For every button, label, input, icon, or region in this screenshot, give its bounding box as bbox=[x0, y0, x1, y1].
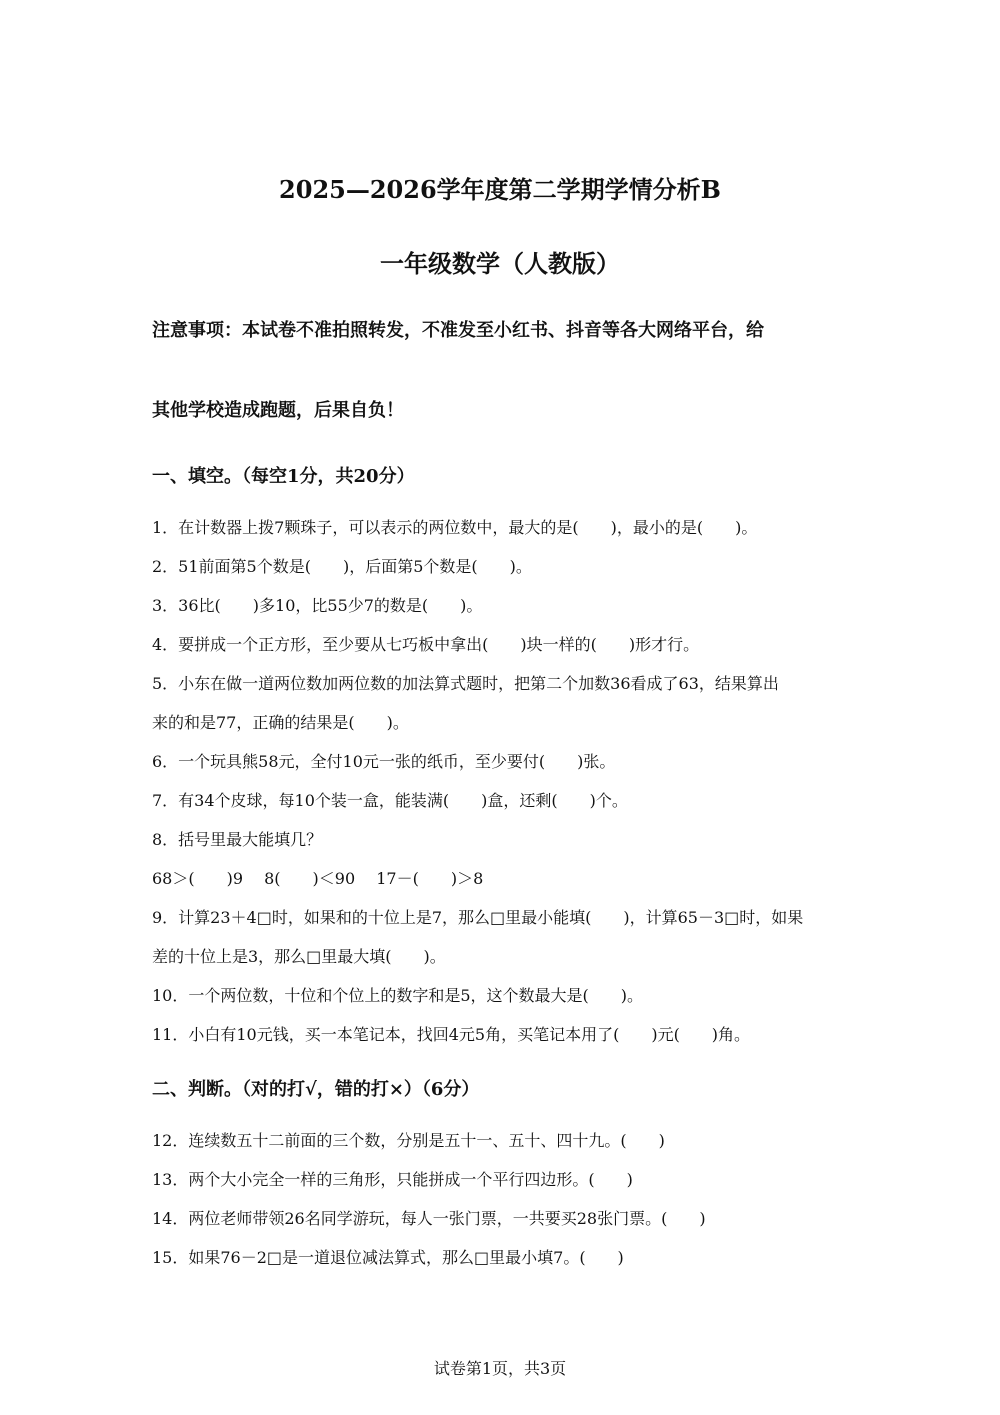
page-footer: 试卷第1页，共3页 bbox=[433, 1359, 567, 1378]
question-line: 5．小东在做一道两位数加两位数的加法算式题时，把第二个加数36看成了63，结果算出 bbox=[152, 674, 779, 693]
question-line: 1．在计数器上拨7颗珠子，可以表示的两位数中，最大的是( )，最小的是( )。 bbox=[152, 518, 758, 537]
exam-subtitle: 一年级数学（人教版） bbox=[380, 249, 620, 278]
question-line: 8．括号里最大能填几？ bbox=[152, 830, 323, 849]
section-judge-heading: 二、判断。（对的打√，错的打×）（6分） bbox=[152, 1079, 480, 1100]
question-line: 差的十位上是3，那么□里最大填( )。 bbox=[152, 947, 446, 966]
question-line: 15．如果76－2□是一道退位减法算式，那么□里最小填7。( ) bbox=[152, 1248, 624, 1267]
question-line: 68＞( )9 8( )＜90 17－( )＞8 bbox=[152, 869, 484, 888]
question-line: 10．一个两位数，十位和个位上的数字和是5，这个数最大是( )。 bbox=[152, 986, 644, 1005]
question-line: 14．两位老师带领26名同学游玩，每人一张门票，一共要买28张门票。( ) bbox=[152, 1209, 706, 1228]
section-fill-blank-heading: 一、填空。（每空1分，共20分） bbox=[152, 466, 415, 487]
question-line: 来的和是77，正确的结果是( )。 bbox=[152, 713, 409, 732]
question-line: 7．有34个皮球，每10个装一盒，能装满( )盒，还剩( )个。 bbox=[152, 791, 628, 810]
question-line: 2．51前面第5个数是( )，后面第5个数是( )。 bbox=[152, 557, 532, 576]
question-line: 11．小白有10元钱，买一本笔记本，找回4元5角，买笔记本用了( )元( )角。 bbox=[152, 1025, 751, 1044]
question-line: 9．计算23＋4□时，如果和的十位上是7，那么□里最小能填( )，计算65－3□时，如果 bbox=[152, 908, 804, 927]
question-line: 4．要拼成一个正方形，至少要从七巧板中拿出( )块一样的( )形才行。 bbox=[152, 635, 700, 654]
question-line: 3．36比( )多10，比55少7的数是( )。 bbox=[152, 596, 483, 615]
notice-line-2: 其他学校造成跑题，后果自负！ bbox=[152, 400, 404, 421]
exam-title: 2025—2026学年度第二学期学情分析B bbox=[279, 175, 721, 204]
question-line: 12．连续数五十二前面的三个数，分别是五十一、五十、四十九。( ) bbox=[152, 1131, 665, 1150]
question-line: 13．两个大小完全一样的三角形，只能拼成一个平行四边形。( ) bbox=[152, 1170, 633, 1189]
notice-line-1: 注意事项：本试卷不准拍照转发，不准发至小红书、抖音等各大网络平台，给 bbox=[152, 320, 764, 341]
question-line: 6．一个玩具熊58元，全付10元一张的纸币，至少要付( )张。 bbox=[152, 752, 616, 771]
